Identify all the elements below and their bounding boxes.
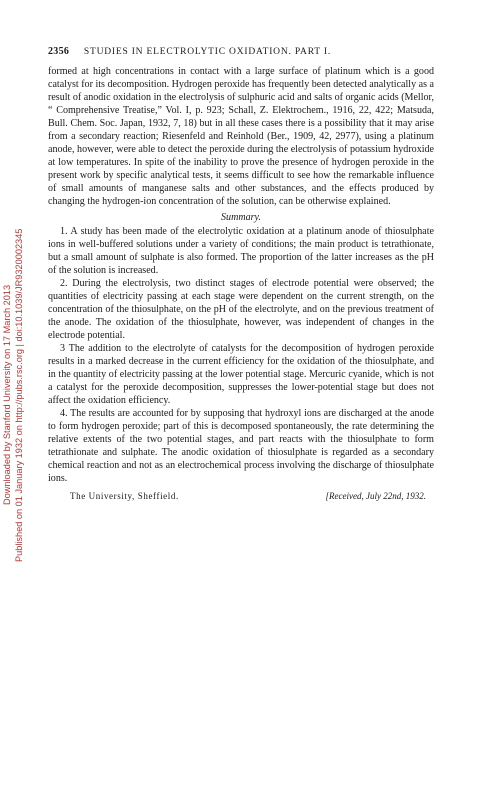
summary-point-2: 2. During the electrolysis, two distinct stages of electrode potential were observed; the quantities of electricity passing at each stage were dependent on the current strength, on the concentration of the thiosulphate, on the pH of the electrolyte, and on the previous treatment of the anode. The oxidation of the thiosulphate, however, was independent of changes in the electrode potential. xyxy=(48,277,434,341)
received-date: [Received, July 22nd, 1932. xyxy=(325,490,426,501)
summary-point-3: 3 The addition to the electrolyte of catalysts for the decomposition of hydrogen peroxide results in a marked decrease in the current efficiency for the oxidation of the thiosulphate, and in the quantity of electricity passing at the lower potential stage. Mercuric cyanide, which is not a catalyst for the peroxide decomposition, suppresses the lower-potential stage but does not affect the oxidation efficiency. xyxy=(48,342,434,407)
download-watermark: Downloaded by Stanford University on 17 March 2013 xyxy=(2,284,12,506)
article-footer xyxy=(48,491,434,501)
journal-page xyxy=(48,46,434,501)
article-body xyxy=(48,65,434,486)
running-header xyxy=(48,46,434,60)
page-number: 2356 xyxy=(48,46,70,57)
affiliation: The University, Sheffield. xyxy=(70,490,179,501)
intro-paragraph: formed at high concentrations in contact with a large surface of platinum which is a good catalyst for its decomposition. Hydrogen peroxide has frequently been detected analytically as a result of anodic oxidation in the electrolysis of sulphuric acid and salts of organic acids (Mellor, “ Comprehensive Treatise,” Vol. I, p. 923; Schall, Z. Elektrochem., 1916, 22, 422; Matsuda, Bull. Chem. Soc. Japan, 1932, 7, 18) but in all these cases there is a possibility that it may arise from a secondary reaction; Riesenfeld and Reinhold (Ber., 1909, 42, 2977), using a platinum anode, however, were able to detect the peroxide during the electrolysis of potassium hydroxide at low temperatures. In spite of the inability to prove the presence of hydrogen peroxide in the present work by specific analytical tests, it seems difficult to see how the remarkable influence of small amounts of manganese salts and other substances, and the effects produced by changing the hydrogen-ion concentration of the solution, can be otherwise explained. xyxy=(48,66,434,208)
running-title: STUDIES IN ELECTROLYTIC OXIDATION. PART I. xyxy=(83,47,332,57)
summary-point-4: 4. The results are accounted for by supposing that hydroxyl ions are discharged at the anode to form hydrogen peroxide; part of this is decomposed spontaneously, the rate determining the relative extents of the two potential stages, and part reacts with the thiosulphate to form tetrathionate and sulphate. The anodic oxidation of thiosulphate is regarded as a secondary chemical reaction and not as an electrochemical process involving the discharge of thiosulphate ions. xyxy=(48,408,434,485)
summary-point-1: 1. A study has been made of the electrolytic oxidation at a platinum anode of thiosulphate ions in well-buffered solutions under a variety of conditions; the main product is tetrathionate, but a small amount of sulphate is also formed. The proportion of the latter increases as the pH of the solution is increased. xyxy=(48,225,434,276)
summary-heading: Summary. xyxy=(221,211,261,223)
publication-watermark: Published on 01 January 1932 on http://pubs.rsc.org | doi:10.1039/JR9320002345 xyxy=(14,228,24,562)
